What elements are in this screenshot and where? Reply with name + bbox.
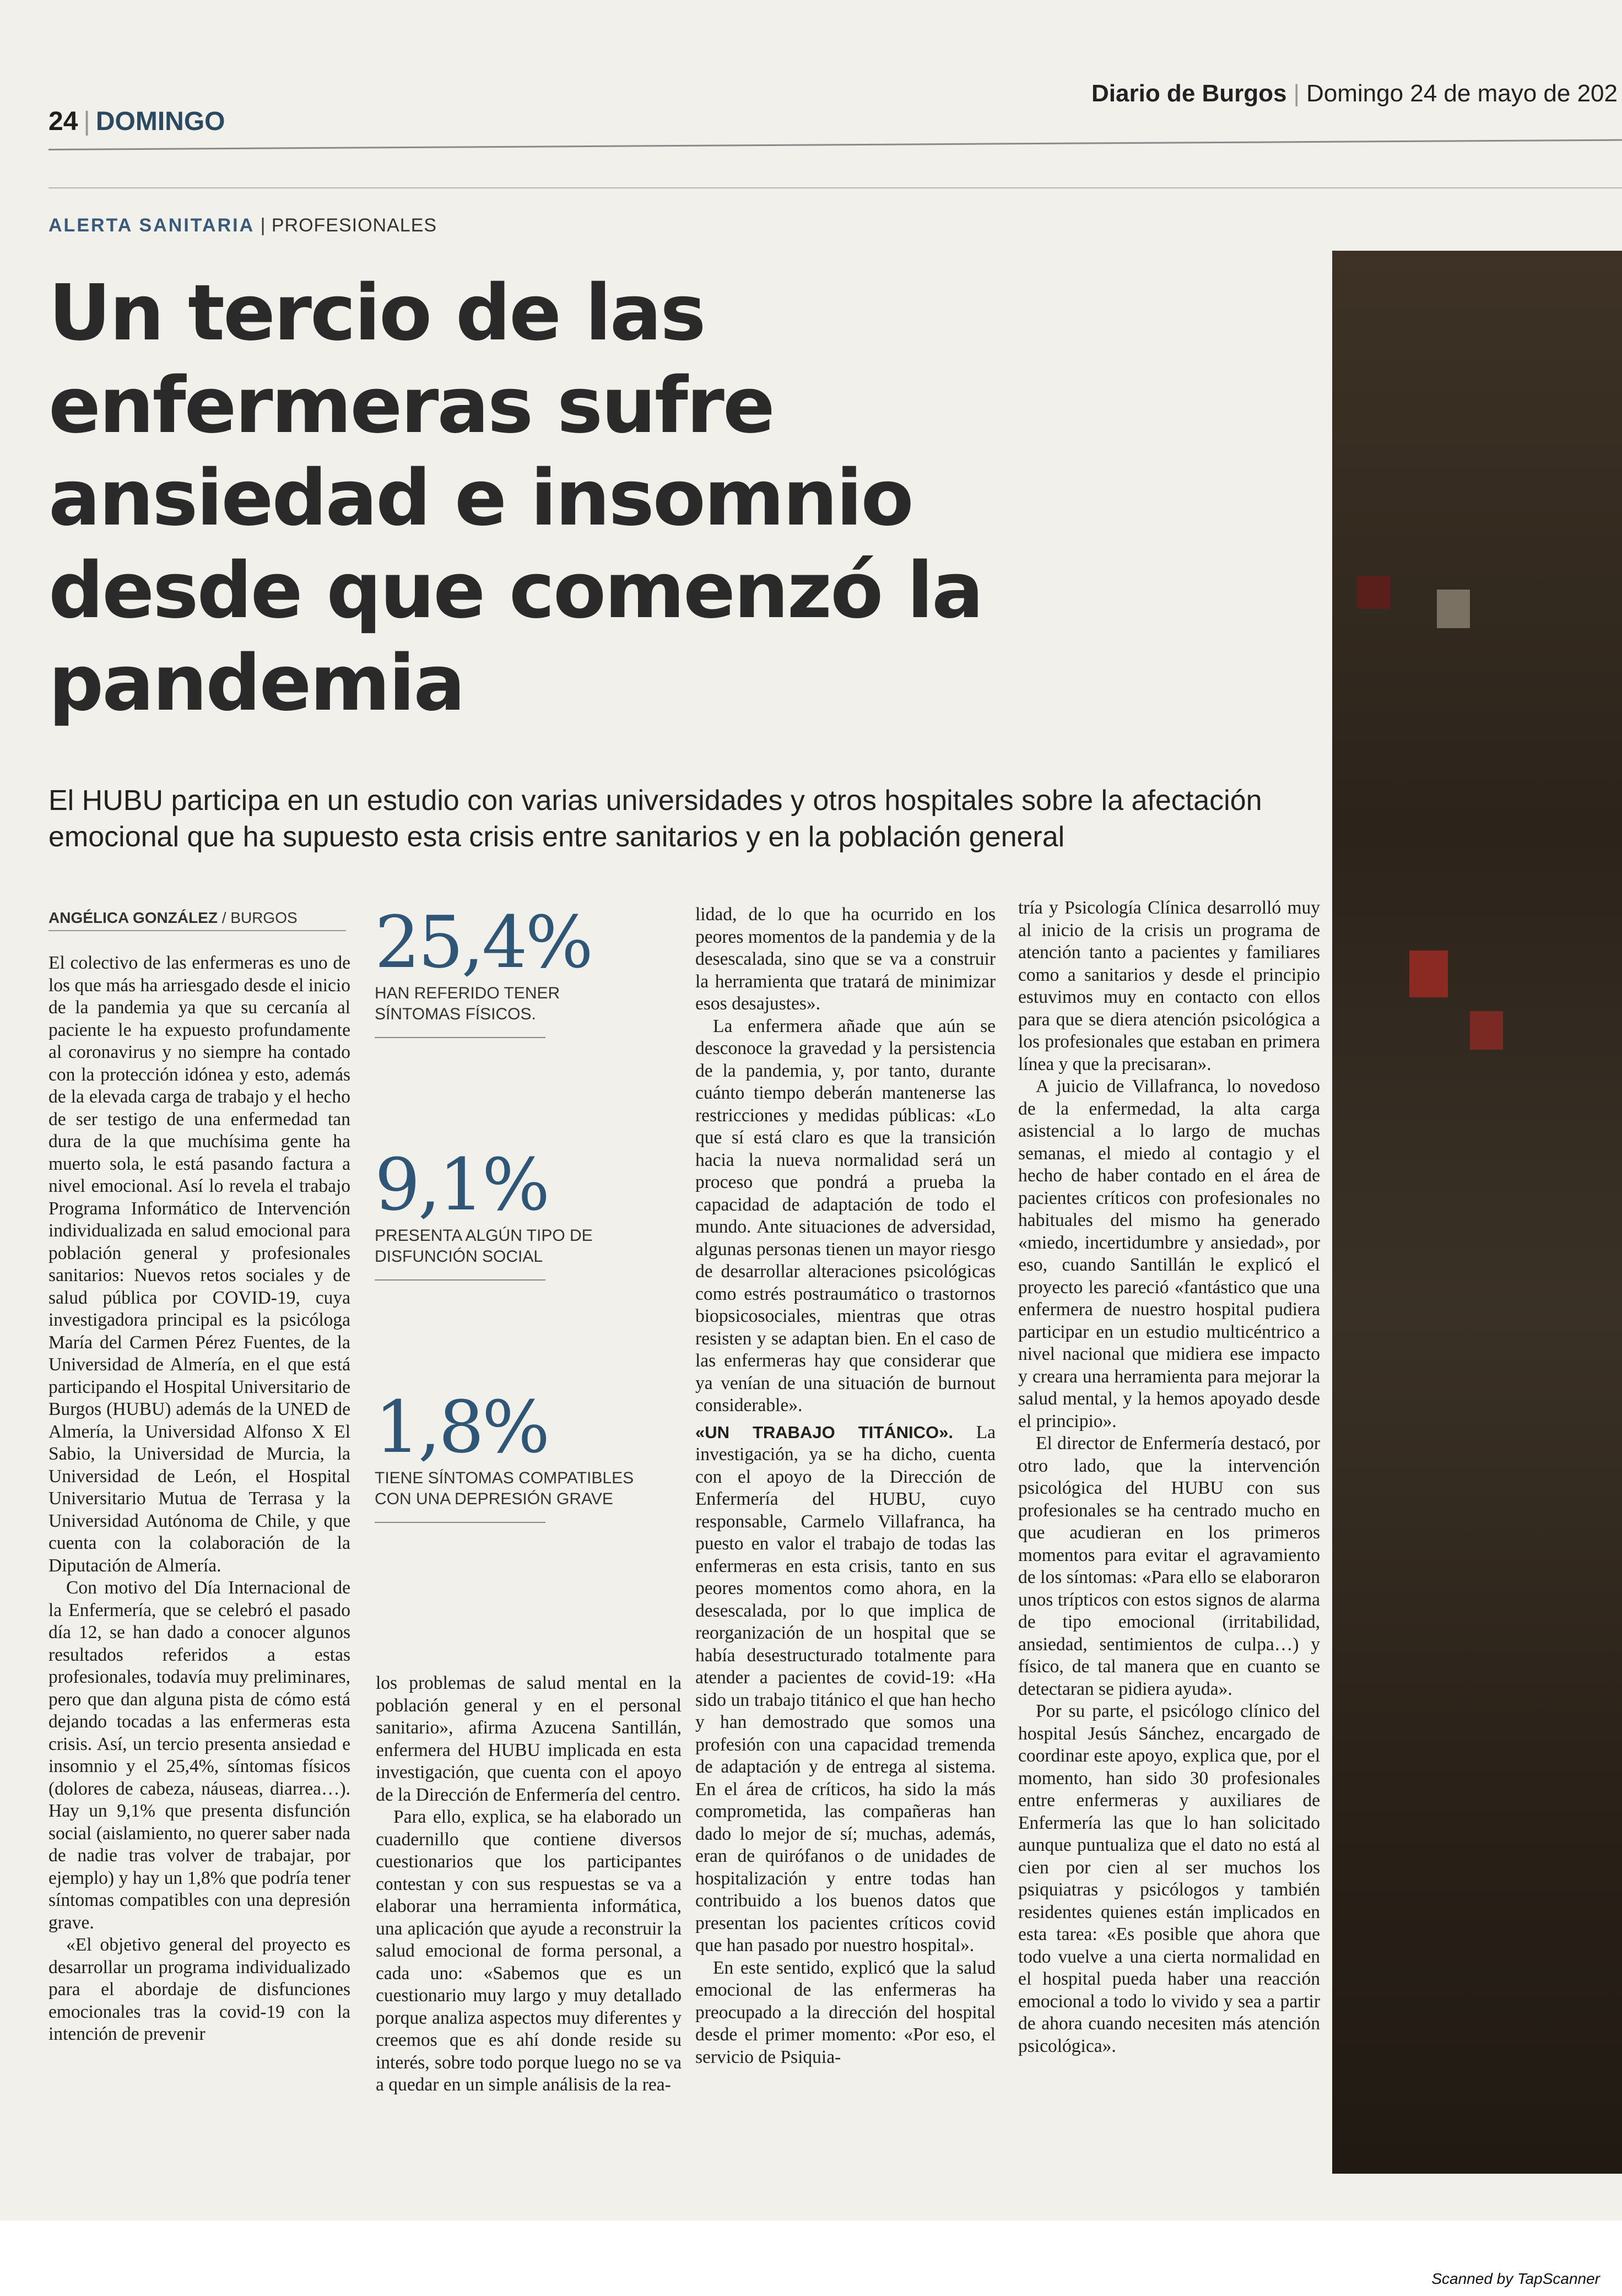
paragraph: Por su parte, el psicólogo clínico del hospital Jesús Sánchez, encargado de coordinar este apoyo, explica que, por el momento, han sido 30 profesionales entre enfermeras y auxiliares de Enfermería las que lo han solicitado aunque puntualiza que el dato no está al cien por cien al ser muchos los psiquiatras y psicólogos y también residentes quienes están implicados en esta tarea: «Es posible que ahora que todo vuelve a una cierta normalidad en el hospital pueda haber una reacción emocional a todo lo vivido y sea a partir de ahora cuando necesiten más atención psicológica». <box>1018 1701 1320 2056</box>
paragraph: A juicio de Villafranca, lo novedoso de la enfermedad, la alta carga asistencial a lo largo de muchas semanas, el miedo al contagio y el hecho de haber contado en el área de pacientes críticos con profesionales no habituales del mismo ha generado «miedo, incertidumbre y ansiedad», por eso, cuando Santillán le explicó el proyecto les pareció «fantástico que una enfermera de nuestro hospital pudiera participar en un estudio multicéntrico a nivel nacional que midiera ese impacto y creara una herramienta para mejorar la salud mental, y la hemos apoyado desde el principio». <box>1018 1076 1320 1431</box>
stat-social-dysfunction <box>375 1143 650 1281</box>
paragraph: los problemas de salud mental en la población general y en el personal sanitario», afirma Azucena Santillán, enfermera del HUBU implicada en esta investigación, que cuenta con el apoyo de la Dirección de Enfermería del centro. <box>376 1673 682 1805</box>
paragraph: Para ello, explica, se ha elaborado un cuadernillo que contiene diversos cuestionarios que los participantes contestan y con sus respuestas se va a elaborar una herramienta informática, una aplicación que ayude a reconstruir la salud emocional de forma personal, a cada uno: «Sabemos que es un cuestionario muy largo y muy detallado porque analiza aspectos muy diferentes y creemos que es ahí donde reside su interés, sobre todo porque luego no se va a quedar en un simple análisis de la rea- <box>376 1807 682 2095</box>
paragraph-text: La investigación, ya se ha dicho, cuenta con el apoyo de la Dirección de Enfermería del HUBU, cuyo responsable, Carmelo Villafranca, ha puesto en valor el trabajo de todas las enfermeras en esta crisis, tanto en sus peores momentos como ahora, en la desescalada, por lo que implica de reorganización de un hospital que se había desestructurado totalmente para atender a pacientes de covid-19: «Ha sido un trabajo titánico el que han hecho y han demostrado que somos una profesión con una capacidad tremenda de adaptación y de entrega al sistema. En el área de críticos, ha sido la más comprometida, las compañeras han dado lo mejor de sí; muchas, además, eran de quirófanos o de unidades de hospitalización y entre todas han contribuido a los buenos datos que presentan los pacientes críticos covid que han pasado por nuestro hospital». <box>695 1422 996 1955</box>
paragraph: lidad, de lo que ha ocurrido en los peores momentos de la pandemia y de la desescalada, sino que se va a construir la herramienta que tratará de minimizar esos desajustes». <box>695 904 996 1014</box>
masthead: Diario de Burgos | Domingo 24 de mayo de 202 <box>1091 80 1618 107</box>
section-sub: PROFESIONALES <box>271 215 437 236</box>
subtitle: El HUBU participa en un estudio con varias universidades y otros hospitales sobre la afectación emocional que ha supuesto esta crisis entre sanitarios y en la población general <box>48 785 1262 853</box>
stat-value: 9,1% <box>375 1143 548 1227</box>
article-photo <box>1332 251 1622 2174</box>
article-column-4 <box>1018 897 1320 2057</box>
stat-value: 25,4% <box>375 900 591 984</box>
subhead-runin: «UN TRABAJO TITÁNICO». <box>695 1422 953 1442</box>
section-rule <box>48 187 1622 188</box>
paragraph: «El objetivo general del proyecto es desarrollar un programa individualizado para el abordaje de disfunciones emocionales tras la covid-19 con la intención de prevenir <box>48 1935 350 2044</box>
byline-place: BURGOS <box>230 909 298 926</box>
newspaper-name: Diario de Burgos <box>1091 80 1287 107</box>
scanner-watermark: Scanned by TapScanner <box>1431 2270 1600 2287</box>
stat-label: PRESENTA ALGÚN TIPO DE DISFUNCIÓN SOCIAL <box>375 1227 593 1266</box>
page-number: 24 <box>48 107 78 136</box>
stat-severe-depression <box>375 1385 650 1523</box>
stat-physical-symptoms <box>375 900 650 1038</box>
page-number-bar: 24 | DOMINGO <box>48 107 225 136</box>
paragraph: En este sentido, explicó que la salud emocional de las enfermeras ha preocupado a la dirección del hospital desde el primer momento: «Por eso, el servicio de Psiquia- <box>695 1957 996 2067</box>
stat-label: TIENE SÍNTOMAS COMPATIBLES CON UNA DEPRESIÓN GRAVE <box>375 1469 634 1508</box>
byline-author: ANGÉLICA GONZÁLEZ <box>48 909 218 926</box>
paragraph: tría y Psicología Clínica desarrolló muy al inicio de la crisis un programa de atención tanto a pacientes y familiares como a sanitarios y desde el principio estuvimos muy en contacto con ellos para que se diera atención psicológica a los profesionales que estaban en primera línea y que la precisaran». <box>1018 898 1320 1074</box>
article-column-2 <box>376 1672 682 2097</box>
article-column-3 <box>695 904 996 2068</box>
issue-date: Domingo 24 de mayo de 202 <box>1306 80 1618 107</box>
paragraph: Con motivo del Día Internacional de la Enfermería, que se celebró el pasado día 12, se han dado a conocer algunos resultados referidos a estas profesionales, todavía muy preliminares, pero que dan alguna pista de cómo está dejando tocadas a las enfermeras esta crisis. Así, un tercio presenta ansiedad e insomnio y el 25,4%, síntomas físicos (dolores de cabeza, náuseas, diarrea…). Hay un 9,1% que presenta disfunción social (aislamiento, no querer saber nada de nadie tras volver de trabajar, por ejemplo) y hay un 1,8% que podría tener síntomas compatibles con una depresión grave. <box>48 1578 350 1933</box>
section-day: DOMINGO <box>95 107 225 136</box>
section-label: ALERTA SANITARIA | PROFESIONALES <box>48 215 437 236</box>
article-column-1 <box>48 952 350 2046</box>
paragraph: El colectivo de las enfermeras es uno de los que más ha arriesgado desde el inicio de la pandemia ya que su cercanía al paciente le ha expuesto profundamente al coronavirus y no siempre ha contado con la protección idónea y esto, además de la elevada carga de trabajo y el hecho de ser testigo de una enfermedad tan dura de la que muchísima gente ha muerto sola, le está pasando factura a nivel emocional. Así lo revela el trabajo Programa Informático de Intervención individualizada en salud emocional para población general y profesionales sanitarios: Nuevos retos sociales y de salud pública por COVID-19, cuya investigadora principal es la psicóloga María del Carmen Pérez Fuentes, de la Universidad de Almería, en el que está participando el Hospital Universitario de Burgos (HUBU) además de la UNED de Almería, la Universidad Alfonso X El Sabio, la Universidad de Murcia, la Universidad de León, el Hospital Universitario Mutua de Terrasa y la Universidad Autónoma de Chile, y que cuenta con la colaboración de la Diputación de Almería. <box>48 953 350 1576</box>
byline: ANGÉLICA GONZÁLEZ / BURGOS <box>48 909 346 931</box>
paragraph: La enfermera añade que aún se desconoce la gravedad y la persistencia de la pandemia, y, por tanto, durante cuánto tiempo deberán mantenerse las restricciones y medidas públicas: «Lo que sí está claro es que la transición hacia la nueva normalidad será un proceso que pondrá a prueba la capacidad de adaptación de todo el mundo. Ante situaciones de adversidad, algunas personas tienen un mayor riesgo de desarrollar alteraciones psicológicas como estrés postraumático o trastornos biopsicosociales, mientras que otras resisten y se adaptan bien. En el caso de las enfermeras hay que considerar que ya venían de una situación de burnout considerable». <box>695 1015 996 1416</box>
paragraph <box>695 1422 996 1957</box>
headline: Un tercio de las enfermeras sufre ansiedad e insomnio desde que comenzó la pandemia <box>48 268 982 728</box>
section-kicker: ALERTA SANITARIA <box>48 215 255 236</box>
stat-label: HAN REFERIDO TENER SÍNTOMAS FÍSICOS. <box>375 984 560 1023</box>
stat-value: 1,8% <box>375 1385 548 1469</box>
paragraph: El director de Enfermería destacó, por otro lado, que la intervención psicológica del HUBU con sus profesionales se ha centrado mucho en que acudieran en los primeros momentos para evitar el agravamiento de los síntomas: «Para ello se elaboraron unos trípticos con estos signos de alarma de tipo emocional (irritabilidad, ansiedad, sentimientos de culpa…) y físico, de tal manera que en cuanto se detectaran se pidiera ayuda». <box>1018 1433 1320 1699</box>
